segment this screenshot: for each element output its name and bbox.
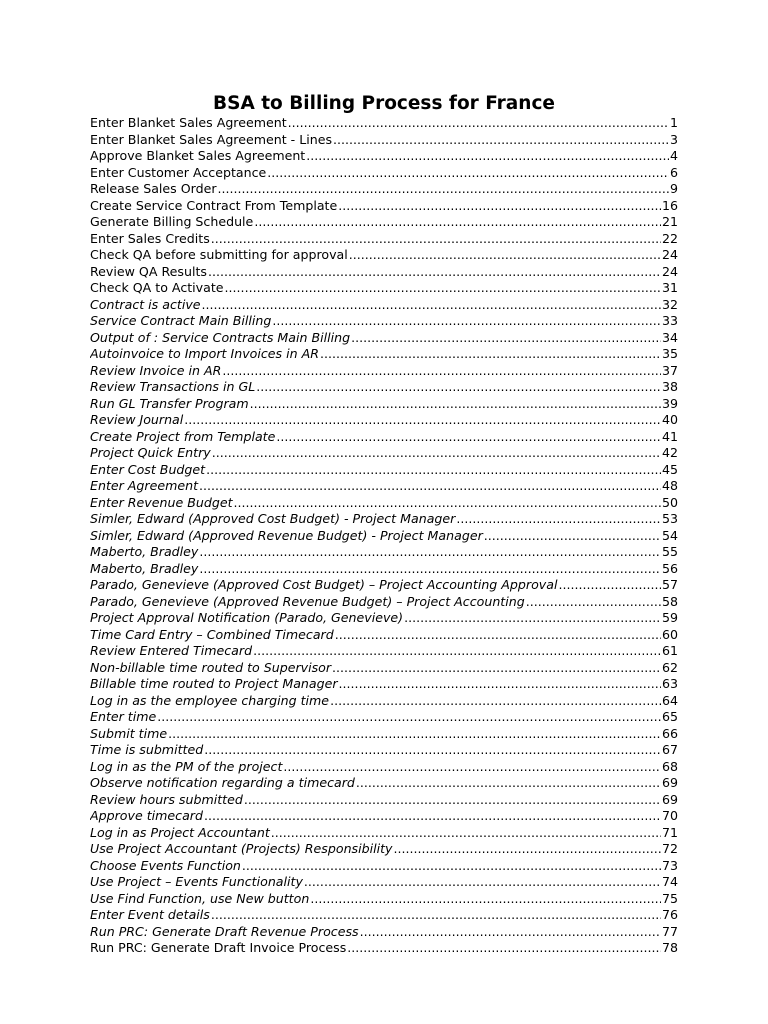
- toc-dot-leader: [320, 346, 661, 363]
- toc-entry[interactable]: [90, 528, 678, 545]
- toc-page-number: 59: [661, 610, 678, 625]
- toc-dot-leader: [271, 825, 661, 842]
- toc-entry[interactable]: [90, 396, 678, 413]
- toc-dot-leader: [222, 363, 661, 380]
- toc-page-number: 70: [661, 808, 678, 823]
- toc-entry-label: Review Invoice in AR: [90, 362, 222, 378]
- toc-page-number: 69: [661, 791, 678, 807]
- toc-entry-label: Contract is active: [90, 296, 201, 312]
- toc-dot-leader: [204, 808, 661, 825]
- toc-page-number: 71: [661, 824, 678, 840]
- toc-dot-leader: [330, 693, 661, 710]
- toc-dot-leader: [218, 181, 669, 198]
- toc-page-number: 53: [661, 511, 678, 526]
- toc-dot-leader: [484, 528, 661, 545]
- toc-entry[interactable]: [90, 445, 678, 462]
- toc-page-number: 55: [661, 544, 678, 559]
- toc-entry-label: Autoinvoice to Import Invoices in AR: [90, 346, 319, 361]
- toc-entry-label: Enter Agreement: [90, 478, 199, 493]
- toc-dot-leader: [349, 247, 661, 264]
- toc-entry-label: Create Service Contract From Template: [90, 197, 338, 213]
- toc-page-number: 42: [661, 445, 678, 460]
- toc-dot-leader: [276, 429, 661, 446]
- toc-entry[interactable]: [90, 825, 678, 842]
- toc-entry[interactable]: [90, 148, 678, 165]
- toc-entry-label: Log in as Project Accountant: [90, 824, 270, 840]
- toc-entry[interactable]: [90, 198, 678, 215]
- toc-dot-leader: [306, 148, 669, 165]
- toc-entry-label: Maberto, Bradley: [90, 560, 199, 576]
- toc-page-number: 75: [661, 890, 678, 906]
- toc-entry[interactable]: [90, 841, 678, 858]
- toc-entry[interactable]: [90, 280, 678, 297]
- toc-page-number: 1: [669, 115, 678, 130]
- toc-entry[interactable]: [90, 346, 678, 363]
- toc-entry-label: Simler, Edward (Approved Cost Budget) - Project Manager: [90, 511, 456, 526]
- toc-page-number: 39: [661, 395, 678, 411]
- toc-page-number: 45: [661, 461, 678, 477]
- toc-entry-label: Review Journal: [90, 412, 184, 427]
- toc-page-number: 32: [661, 296, 678, 312]
- toc-entry-label: Release Sales Order: [90, 181, 217, 196]
- toc-entry-label: Log in as the employee charging time: [90, 692, 330, 708]
- toc-page-number: 33: [661, 313, 678, 328]
- toc-entry[interactable]: [90, 132, 678, 149]
- toc-entry[interactable]: [90, 858, 678, 875]
- toc-entry[interactable]: [90, 247, 678, 264]
- toc-entry-label: Project Approval Notification (Parado, Genevieve): [90, 610, 404, 625]
- toc-entry-label: Review Transactions in GL: [90, 379, 256, 394]
- toc-entry-label: Enter Revenue Budget: [90, 494, 233, 510]
- toc-dot-leader: [558, 577, 661, 594]
- toc-entry[interactable]: [90, 330, 678, 347]
- toc-entry[interactable]: [90, 231, 678, 248]
- toc-entry[interactable]: [90, 313, 678, 330]
- toc-page-number: 9: [669, 181, 678, 196]
- table-of-contents: [90, 115, 678, 957]
- toc-entry-label: Use Project – Events Functionality: [90, 874, 303, 889]
- toc-dot-leader: [199, 561, 661, 578]
- toc-dot-leader: [234, 495, 661, 512]
- toc-entry-label: Simler, Edward (Approved Revenue Budget) - Project Manager: [90, 527, 483, 543]
- toc-page-number: 54: [661, 527, 678, 543]
- toc-entry-label: Run GL Transfer Program: [90, 395, 249, 411]
- toc-entry[interactable]: [90, 643, 678, 660]
- toc-entry[interactable]: [90, 429, 678, 446]
- toc-page-number: 65: [661, 709, 678, 724]
- toc-entry[interactable]: [90, 693, 678, 710]
- toc-dot-leader: [202, 297, 661, 314]
- toc-page-number: 31: [661, 280, 678, 295]
- toc-entry[interactable]: [90, 924, 678, 941]
- toc-dot-leader: [332, 660, 661, 677]
- toc-page-number: 57: [661, 577, 678, 592]
- toc-page-number: 22: [661, 230, 678, 246]
- toc-entry[interactable]: [90, 775, 678, 792]
- toc-dot-leader: [267, 165, 669, 182]
- toc-page-number: 40: [661, 412, 678, 427]
- toc-dot-leader: [199, 544, 661, 561]
- toc-entry-label: Check QA before submitting for approval: [90, 247, 348, 262]
- toc-page-number: 3: [669, 131, 678, 147]
- toc-dot-leader: [206, 462, 661, 479]
- toc-entry-label: Output of : Service Contracts Main Billing: [90, 329, 351, 345]
- toc-entry-label: Observe notification regarding a timecard: [90, 775, 355, 790]
- toc-page-number: 69: [661, 775, 678, 790]
- toc-page-number: 4: [669, 148, 678, 163]
- toc-entry[interactable]: [90, 297, 678, 314]
- toc-entry-label: Review QA Results: [90, 263, 207, 279]
- toc-page-number: 58: [661, 593, 678, 609]
- toc-dot-leader: [212, 445, 661, 462]
- toc-page-number: 76: [661, 907, 678, 922]
- toc-page-number: 21: [661, 214, 678, 229]
- toc-entry-label: Parado, Genevieve (Approved Revenue Budget) – Project Accounting: [90, 593, 525, 609]
- toc-dot-leader: [157, 709, 661, 726]
- toc-dot-leader: [456, 511, 661, 528]
- toc-entry-label: Time is submitted: [90, 742, 204, 757]
- toc-entry[interactable]: [90, 478, 678, 495]
- toc-entry[interactable]: [90, 792, 678, 809]
- toc-page-number: 48: [661, 478, 678, 493]
- toc-page-number: 34: [661, 329, 678, 345]
- toc-entry[interactable]: [90, 379, 678, 396]
- toc-entry[interactable]: [90, 726, 678, 743]
- toc-page-number: 60: [661, 626, 678, 642]
- toc-entry[interactable]: [90, 511, 678, 528]
- toc-entry[interactable]: [90, 594, 678, 611]
- toc-entry[interactable]: [90, 462, 678, 479]
- document-title: BSA to Billing Process for France: [213, 93, 555, 114]
- toc-page-number: 67: [661, 742, 678, 757]
- toc-page-number: 38: [661, 379, 678, 394]
- toc-page-number: 73: [661, 857, 678, 873]
- toc-entry[interactable]: [90, 742, 678, 759]
- toc-dot-leader: [204, 742, 661, 759]
- toc-dot-leader: [256, 379, 661, 396]
- toc-page-number: 24: [661, 247, 678, 262]
- toc-dot-leader: [272, 313, 661, 330]
- toc-entry[interactable]: [90, 907, 678, 924]
- toc-entry[interactable]: [90, 660, 678, 677]
- toc-entry[interactable]: [90, 561, 678, 578]
- toc-page-number: 77: [661, 923, 678, 939]
- toc-entry-label: Enter Blanket Sales Agreement - Lines: [90, 131, 332, 147]
- toc-page-number: 6: [669, 164, 678, 180]
- toc-entry[interactable]: [90, 363, 678, 380]
- toc-entry-label: Submit time: [90, 725, 168, 741]
- toc-page-number: 16: [661, 197, 678, 213]
- toc-dot-leader: [211, 231, 661, 248]
- toc-entry-label: Time Card Entry – Combined Timecard: [90, 626, 334, 642]
- toc-dot-leader: [283, 759, 661, 776]
- toc-dot-leader: [244, 792, 661, 809]
- toc-entry-label: Approve timecard: [90, 808, 203, 823]
- toc-dot-leader: [288, 115, 669, 132]
- toc-entry[interactable]: [90, 808, 678, 825]
- toc-dot-leader: [394, 841, 661, 858]
- toc-entry-label: Parado, Genevieve (Approved Cost Budget) – Project Accounting Approval: [90, 577, 558, 592]
- toc-entry-label: Enter Sales Credits: [90, 230, 210, 246]
- toc-dot-leader: [347, 940, 661, 957]
- toc-page-number: 62: [661, 659, 678, 675]
- toc-entry-label: Approve Blanket Sales Agreement: [90, 148, 306, 163]
- toc-entry-label: Create Project from Template: [90, 428, 276, 444]
- toc-entry[interactable]: [90, 610, 678, 627]
- toc-dot-leader: [168, 726, 661, 743]
- toc-entry[interactable]: [90, 627, 678, 644]
- toc-entry-label: Enter time: [90, 709, 157, 724]
- toc-page-number: 78: [661, 940, 678, 955]
- toc-entry-label: Maberto, Bradley: [90, 544, 199, 559]
- toc-page-number: 63: [661, 676, 678, 691]
- toc-page-number: 68: [661, 758, 678, 774]
- toc-entry-label: Enter Event details: [90, 907, 210, 922]
- toc-entry-label: Use Find Function, use New button: [90, 890, 310, 906]
- toc-page-number: 61: [661, 643, 678, 658]
- toc-entry-label: Use Project Accountant (Projects) Responsibility: [90, 841, 393, 856]
- toc-dot-leader: [339, 676, 661, 693]
- toc-dot-leader: [310, 891, 661, 908]
- toc-entry-label: Enter Customer Acceptance: [90, 164, 267, 180]
- toc-dot-leader: [335, 627, 661, 644]
- toc-dot-leader: [184, 412, 661, 429]
- toc-page-number: 24: [661, 263, 678, 279]
- toc-dot-leader: [338, 198, 661, 215]
- toc-entry[interactable]: [90, 709, 678, 726]
- toc-entry-label: Enter Cost Budget: [90, 461, 206, 477]
- toc-page-number: 37: [661, 362, 678, 378]
- toc-entry[interactable]: [90, 165, 678, 182]
- toc-entry-label: Run PRC: Generate Draft Invoice Process: [90, 940, 347, 955]
- toc-entry-label: Log in as the PM of the project: [90, 758, 283, 774]
- toc-entry-label: Choose Events Function: [90, 857, 241, 873]
- toc-dot-leader: [360, 924, 661, 941]
- toc-entry[interactable]: [90, 874, 678, 891]
- toc-entry-label: Non-billable time routed to Supervisor: [90, 659, 332, 675]
- toc-entry[interactable]: [90, 264, 678, 281]
- toc-page-number: 35: [661, 346, 678, 361]
- toc-entry[interactable]: [90, 495, 678, 512]
- toc-dot-leader: [333, 132, 669, 149]
- toc-entry-label: Generate Billing Schedule: [90, 214, 254, 229]
- toc-dot-leader: [225, 280, 661, 297]
- toc-entry[interactable]: [90, 115, 678, 132]
- toc-dot-leader: [208, 264, 661, 281]
- toc-entry-label: Check QA to Activate: [90, 280, 224, 295]
- toc-entry[interactable]: [90, 577, 678, 594]
- toc-dot-leader: [199, 478, 661, 495]
- toc-entry[interactable]: [90, 412, 678, 429]
- toc-page-number: 64: [661, 692, 678, 708]
- toc-entry-label: Service Contract Main Billing: [90, 313, 272, 328]
- toc-entry[interactable]: [90, 544, 678, 561]
- toc-entry-label: Billable time routed to Project Manager: [90, 676, 338, 691]
- toc-entry-label: Review hours submitted: [90, 791, 243, 807]
- toc-dot-leader: [356, 775, 661, 792]
- toc-entry[interactable]: [90, 214, 678, 231]
- toc-entry[interactable]: [90, 759, 678, 776]
- toc-page-number: 74: [661, 874, 678, 889]
- toc-page-number: 72: [661, 841, 678, 856]
- toc-dot-leader: [211, 907, 661, 924]
- toc-page-number: 41: [661, 428, 678, 444]
- toc-entry[interactable]: [90, 181, 678, 198]
- toc-page-number: 50: [661, 494, 678, 510]
- toc-dot-leader: [250, 396, 661, 413]
- toc-entry[interactable]: [90, 891, 678, 908]
- toc-page-number: 56: [661, 560, 678, 576]
- toc-entry-label: Enter Blanket Sales Agreement: [90, 115, 287, 130]
- toc-page-number: 66: [661, 725, 678, 741]
- toc-dot-leader: [254, 214, 661, 231]
- toc-entry-label: Review Entered Timecard: [90, 643, 253, 658]
- toc-dot-leader: [526, 594, 661, 611]
- toc-dot-leader: [304, 874, 661, 891]
- toc-dot-leader: [404, 610, 661, 627]
- toc-dot-leader: [253, 643, 661, 660]
- toc-entry[interactable]: [90, 940, 678, 957]
- toc-dot-leader: [242, 858, 661, 875]
- toc-entry-label: Project Quick Entry: [90, 445, 211, 460]
- toc-dot-leader: [351, 330, 661, 347]
- toc-entry[interactable]: [90, 676, 678, 693]
- toc-entry-label: Run PRC: Generate Draft Revenue Process: [90, 923, 359, 939]
